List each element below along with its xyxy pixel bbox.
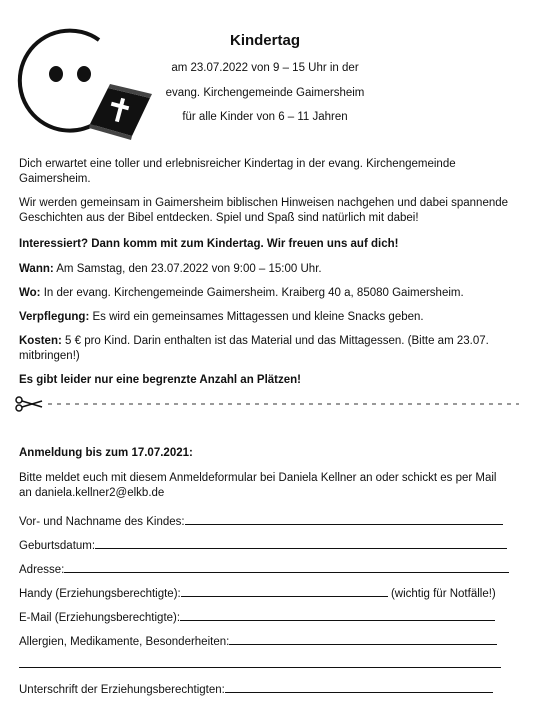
allergies-extra-line[interactable] <box>19 657 501 668</box>
email-input-line[interactable] <box>180 608 495 621</box>
detail-food <box>19 310 524 325</box>
field-label: Geburtsdatum: <box>19 540 96 552</box>
allergies-input-line[interactable] <box>229 632 497 645</box>
detail-text: Am Samstag, den 23.07.2022 von 9:00 – 15:00 Uhr. <box>53 263 322 275</box>
phone-note: (wichtig für Notfälle!) <box>390 588 496 600</box>
detail-label: Wo: <box>19 287 41 299</box>
invite-text: Interessiert? Dann komm mit zum Kindertag. Wir freuen uns auf dich! <box>19 238 399 250</box>
detail-text: 5 € pro Kind. Darin enthalten ist das Material und das Mittagessen. (Bitte am 23.07. mitbringen!) <box>19 335 489 362</box>
scissors-icon <box>16 397 42 411</box>
detail-label: Kosten: <box>19 335 62 347</box>
event-location-line: evang. Kirchengemeinde Gaimersheim <box>165 87 365 99</box>
field-birthdate[interactable] <box>19 536 524 554</box>
field-label: Handy (Erziehungsberechtigte): <box>19 588 181 600</box>
field-phone[interactable] <box>19 584 524 602</box>
field-signature[interactable] <box>19 680 524 698</box>
event-date-line: am 23.07.2022 von 9 – 15 Uhr in der <box>171 62 359 74</box>
field-label: Vor- und Nachname des Kindes: <box>19 516 185 528</box>
detail-text: Es wird ein gemeinsames Mittagessen und kleine Snacks geben. <box>89 311 424 323</box>
field-label: Adresse: <box>19 564 65 576</box>
page-title: Kindertag <box>229 32 300 49</box>
detail-when <box>19 262 524 277</box>
cut-line <box>14 396 519 412</box>
field-allergies[interactable] <box>19 632 524 650</box>
signature-input-line[interactable] <box>225 680 493 693</box>
detail-where <box>19 286 524 301</box>
birthdate-input-line[interactable] <box>95 536 507 549</box>
phone-input-line[interactable] <box>181 584 388 597</box>
field-child-name[interactable] <box>19 512 524 530</box>
logo <box>14 26 164 142</box>
detail-label: Verpflegung: <box>19 311 90 323</box>
field-address[interactable] <box>19 560 524 578</box>
field-email[interactable] <box>19 608 524 626</box>
registration-text: Bitte meldet euch mit diesem Anmeldeformular bei Daniela Kellner an oder schickt es per Mail an daniela.kellner2@elkb.de <box>19 472 497 499</box>
detail-label: Wann: <box>19 263 54 275</box>
child-name-input-line[interactable] <box>185 512 503 525</box>
intro-paragraph: Dich erwartet eine toller und erlebnisreicher Kindertag in der evang. Kirchengemeinde Gaimersheim. <box>19 158 456 185</box>
detail-cost <box>19 334 519 364</box>
detail-text: In der evang. Kirchengemeinde Gaimersheim. Kraiberg 40 a, 85080 Gaimersheim. <box>40 287 464 299</box>
field-label: Unterschrift der Erziehungsberechtigten: <box>19 684 225 696</box>
limited-places-text: Es gibt leider nur eine begrenzte Anzahl an Plätzen! <box>19 374 302 386</box>
registration-heading: Anmeldung bis zum 17.07.2021: <box>19 447 193 459</box>
address-input-line[interactable] <box>64 560 509 573</box>
field-label: Allergien, Medikamente, Besonderheiten: <box>19 636 230 648</box>
event-age-line: für alle Kinder von 6 – 11 Jahren <box>182 111 348 123</box>
intro-paragraph: Wir werden gemeinsam in Gaimersheim biblischen Hinweisen nachgehen und dabei spannende Geschichten aus der Bibel entdecken. Spiel und Spaß sind natürlich mit dabei! <box>19 197 509 224</box>
bible-icon <box>89 84 152 140</box>
field-label: E-Mail (Erziehungsberechtigte): <box>19 612 181 624</box>
